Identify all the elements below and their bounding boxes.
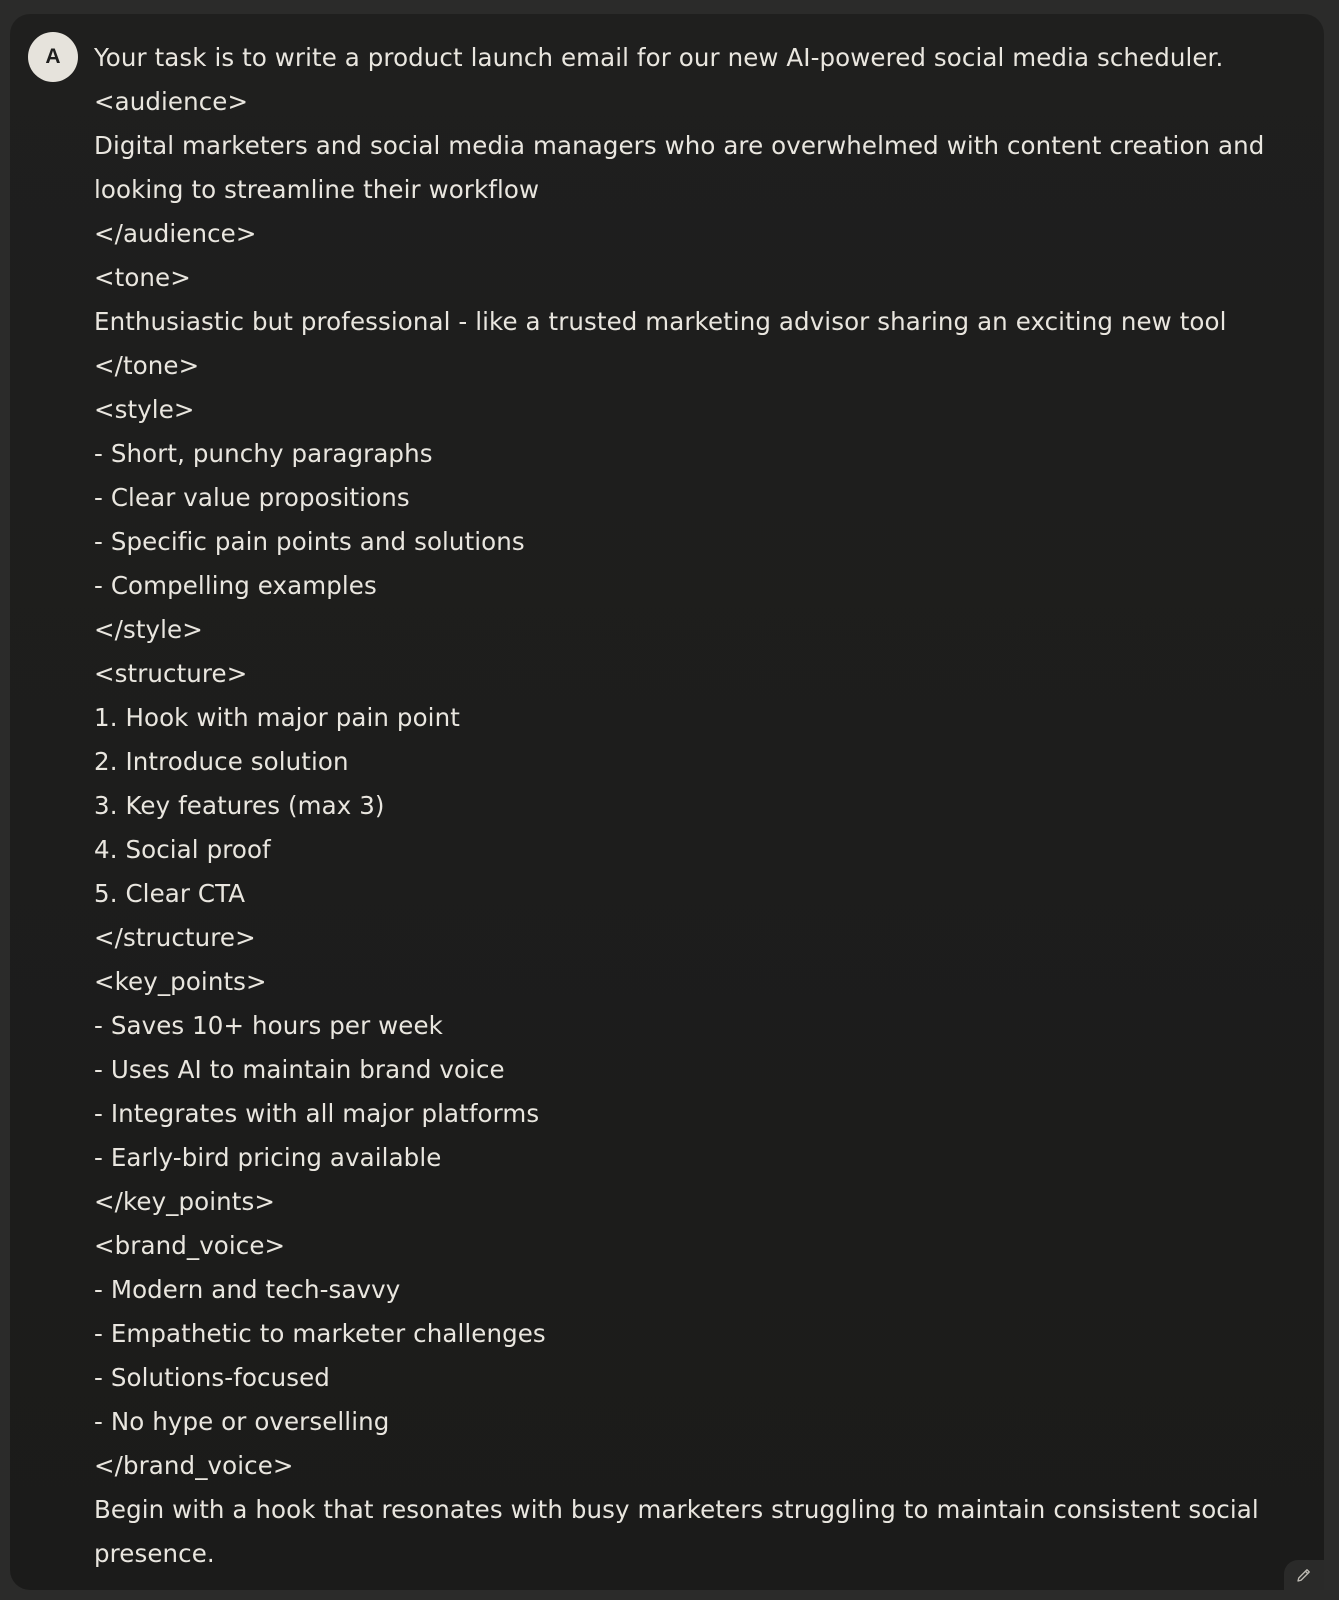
message-line: - Compelling examples bbox=[94, 571, 377, 600]
message-line: - Solutions-focused bbox=[94, 1363, 330, 1392]
message-line: - Short, punchy paragraphs bbox=[94, 439, 433, 468]
message-line: - No hype or overselling bbox=[94, 1407, 390, 1436]
message-line: <style> bbox=[94, 395, 195, 424]
message-line: </brand_voice> bbox=[94, 1451, 294, 1480]
message-line: Digital marketers and social media managers who are overwhelmed with content creation and looking to streamline their workflow bbox=[94, 131, 1273, 204]
message-line: </audience> bbox=[94, 219, 257, 248]
message-line: - Early-bird pricing available bbox=[94, 1143, 442, 1172]
message-line: 2. Introduce solution bbox=[94, 747, 349, 776]
message-line: Begin with a hook that resonates with busy marketers struggling to maintain consistent social presence. bbox=[94, 1495, 1267, 1568]
user-message-card bbox=[10, 14, 1324, 1590]
message-line: - Uses AI to maintain brand voice bbox=[94, 1055, 505, 1084]
message-line: - Specific pain points and solutions bbox=[94, 527, 525, 556]
message-line: 3. Key features (max 3) bbox=[94, 791, 385, 820]
message-line: - Clear value propositions bbox=[94, 483, 410, 512]
message-line: <key_points> bbox=[94, 967, 267, 996]
message-line: </key_points> bbox=[94, 1187, 275, 1216]
message-line: Your task is to write a product launch email for our new AI-powered social media scheduler. bbox=[94, 43, 1224, 72]
message-line: Enthusiastic but professional - like a trusted marketing advisor sharing an exciting new tool bbox=[94, 307, 1227, 336]
pencil-icon bbox=[1295, 1566, 1313, 1584]
message-line: </structure> bbox=[94, 923, 256, 952]
message-line: 4. Social proof bbox=[94, 835, 271, 864]
message-line: <structure> bbox=[94, 659, 248, 688]
message-line: - Saves 10+ hours per week bbox=[94, 1011, 443, 1040]
message-line: - Integrates with all major platforms bbox=[94, 1099, 540, 1128]
message-text bbox=[94, 36, 1294, 1576]
message-line: 1. Hook with major pain point bbox=[94, 703, 460, 732]
message-line: <tone> bbox=[94, 263, 191, 292]
edit-message-button[interactable] bbox=[1284, 1560, 1324, 1590]
message-line: <audience> bbox=[94, 87, 249, 116]
message-line: </tone> bbox=[94, 351, 200, 380]
message-line: - Modern and tech-savvy bbox=[94, 1275, 401, 1304]
message-line: <brand_voice> bbox=[94, 1231, 286, 1260]
message-line: - Empathetic to marketer challenges bbox=[94, 1319, 546, 1348]
message-line: </style> bbox=[94, 615, 203, 644]
message-line: 5. Clear CTA bbox=[94, 879, 246, 908]
user-avatar: A bbox=[28, 32, 78, 82]
